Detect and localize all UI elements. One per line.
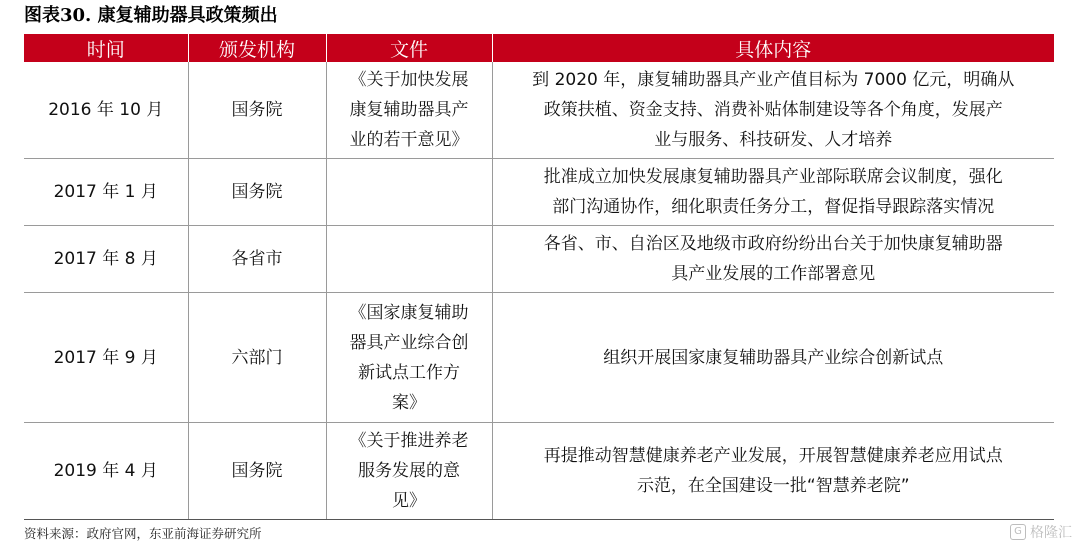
cell-content	[492, 423, 1054, 520]
cell-agency: 国务院	[188, 423, 326, 520]
cell-agency: 国务院	[188, 62, 326, 159]
cell-document	[326, 293, 492, 423]
header-document: 文件	[326, 34, 492, 62]
table-row	[24, 423, 1054, 520]
table-row	[24, 293, 1054, 423]
header-agency: 颁发机构	[188, 34, 326, 62]
watermark	[1010, 522, 1072, 542]
cell-content	[492, 159, 1054, 226]
content-line: 政策扶植、资金支持、消费补贴体制建设等各个角度，发展产	[543, 100, 1003, 120]
doc-line: 新试点工作方	[358, 362, 460, 383]
content-line: 再提推动智慧健康养老产业发展，开展智慧健康养老应用试点	[543, 446, 1003, 466]
content-line: 到 2020 年，康复辅助器具产业产值目标为 7000 亿元，明确从	[532, 70, 1015, 90]
cell-time: 2016 年 10 月	[24, 62, 188, 159]
header-time: 时间	[24, 34, 188, 62]
table-row	[24, 62, 1054, 159]
doc-line: 《关于加快发展	[349, 70, 469, 90]
cell-time: 2019 年 4 月	[24, 423, 188, 520]
cell-document	[326, 159, 492, 226]
policy-table	[24, 34, 1054, 520]
cell-agency: 六部门	[188, 293, 326, 423]
table-row	[24, 159, 1054, 226]
header-content: 具体内容	[492, 34, 1054, 62]
cell-document	[326, 226, 492, 293]
gelonghui-logo-icon: G	[1010, 524, 1026, 540]
content-line: 业与服务、科技研发、人才培养	[654, 130, 893, 150]
doc-line: 器具产业综合创	[349, 332, 469, 353]
doc-line: 案》	[392, 392, 426, 413]
cell-document	[326, 62, 492, 159]
cell-content	[492, 293, 1054, 423]
doc-line: 《关于推进养老	[349, 431, 469, 451]
content-line: 批准成立加快发展康复辅助器具产业部际联席会议制度，强化	[543, 167, 1003, 187]
content-line: 示范，在全国建设一批“智慧养老院”	[636, 476, 910, 496]
cell-time: 2017 年 9 月	[24, 293, 188, 423]
doc-line: 康复辅助器具产	[349, 100, 469, 120]
content-line: 组织开展国家康复辅助器具产业综合创新试点	[603, 347, 944, 368]
cell-content	[492, 226, 1054, 293]
watermark-text: 格隆汇	[1030, 525, 1072, 541]
doc-line: 业的若干意见》	[349, 130, 469, 150]
cell-time: 2017 年 8 月	[24, 226, 188, 293]
cell-agency: 国务院	[188, 159, 326, 226]
source-note: 资料来源：政府官网，东亚前海证券研究所	[24, 526, 262, 541]
cell-content	[492, 62, 1054, 159]
cell-document	[326, 423, 492, 520]
content-line: 各省、市、自治区及地级市政府纷纷出台关于加快康复辅助器	[543, 234, 1003, 254]
content-line: 部门沟通协作，细化职责任务分工，督促指导跟踪落实情况	[552, 197, 995, 217]
cell-agency: 各省市	[188, 226, 326, 293]
table-header-row	[24, 34, 1054, 62]
figure-title: 图表30. 康复辅助器具政策频出	[24, 5, 278, 26]
doc-line: 服务发展的意	[358, 461, 460, 481]
content-line: 具产业发展的工作部署意见	[671, 264, 876, 284]
doc-line: 见》	[392, 491, 426, 511]
table-row	[24, 226, 1054, 293]
cell-time: 2017 年 1 月	[24, 159, 188, 226]
doc-line: 《国家康复辅助	[349, 302, 469, 323]
